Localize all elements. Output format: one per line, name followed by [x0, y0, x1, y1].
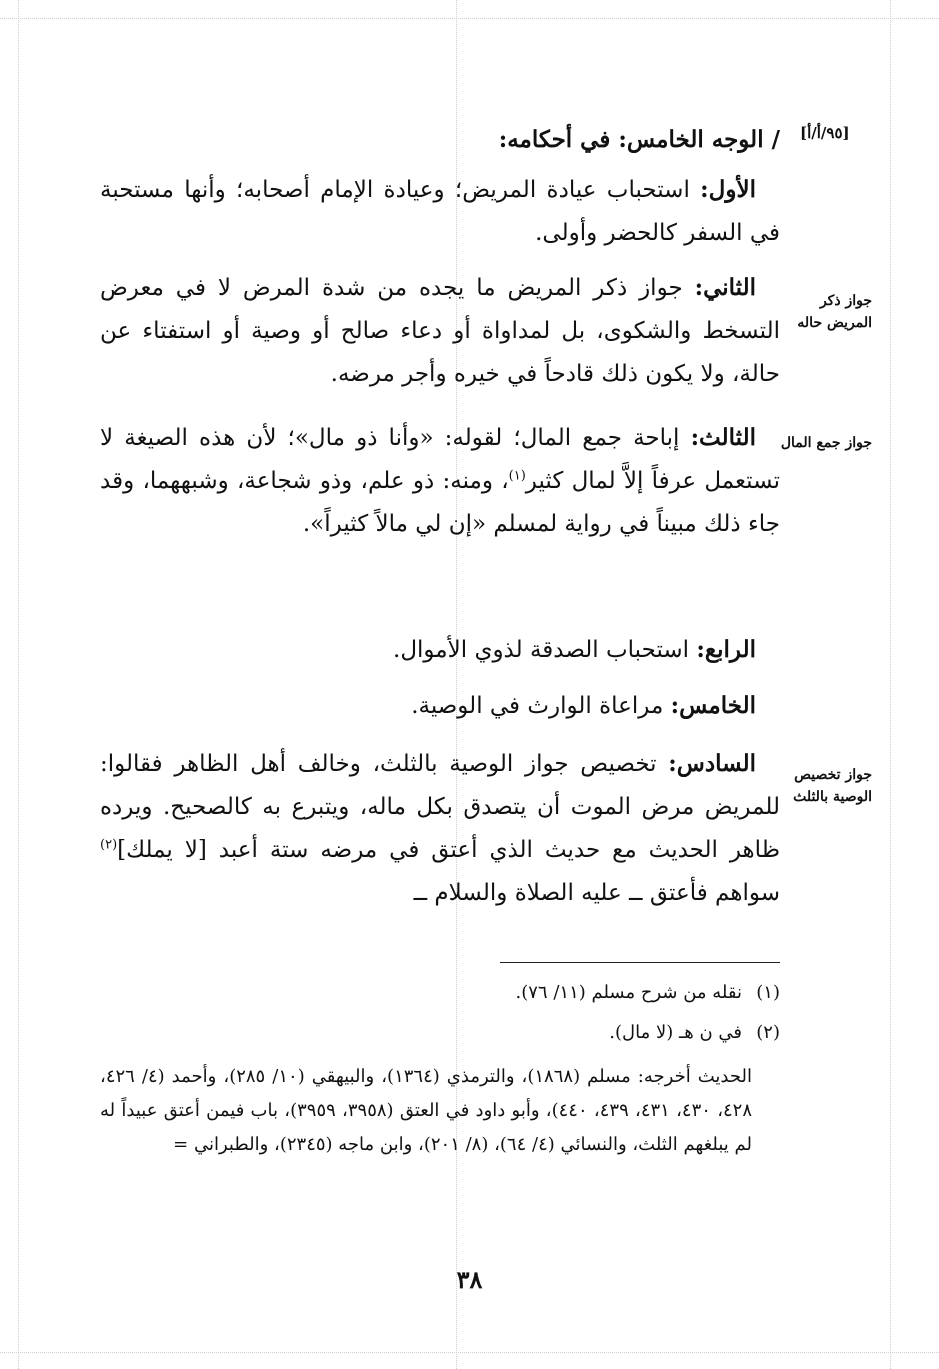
page-number: ٣٨: [456, 1265, 483, 1294]
section-first: [100, 168, 780, 255]
scan-guide: [890, 0, 891, 1369]
section-second: [100, 266, 780, 396]
footnote-marker: (١): [508, 468, 526, 484]
footnote-divider: [500, 962, 780, 963]
section-text: مراعاة الوارث في الوصية.: [411, 693, 671, 719]
section-sixth: [100, 742, 780, 915]
footnote: [100, 976, 780, 1010]
footnote-text: في ن هـ (لا مال).: [609, 1022, 742, 1043]
section-text: استحباب الصدقة لذوي الأموال.: [393, 637, 697, 663]
section-label: الرابع:: [696, 636, 756, 663]
section-text: إباحة جمع المال؛ لقوله: «وأنا ذو مال»؛ لأن هذه الصيغة لا تستعمل عرفاً إلاَّ لمال كثير: [100, 425, 781, 494]
section-text: جواز ذكر المريض ما يجده من شدة المرض لا في معرض التسخط والشكوى، بل لمداواة أو دعاء صالح أو وصية أو استفتاء عن حالة، ولا يكون ذلك قادحاً في خيره وأجر مرضه.: [100, 275, 780, 387]
section-third: [100, 416, 780, 546]
section-text: استحباب عيادة المريض؛ وعيادة الإمام أصحابه؛ وأنها مستحبة في السفر كالحضر وأولى.: [100, 177, 780, 246]
scan-guide: [0, 18, 939, 19]
section-label: الخامس:: [670, 692, 756, 719]
section-fourth: [100, 628, 780, 672]
section-label: السادس:: [668, 750, 756, 777]
section-heading: / الوجه الخامس: في أحكامه:: [498, 126, 780, 153]
footnote-text: الحديث أخرجه: مسلم (١٨٦٨)، والترمذي (١٣٦٤)، والبيهقي (١٠/ ٢٨٥)، وأحمد (٤/ ٤٢٦، ٤٢٨، ٤٣٠، ٤٣١، ٤٣٩، ٤٤٠)، وأبو داود في العتق (٣٩٥٨، ٣٩٥٩)، باب فيمن أعتق عبيداً له لم يبلغهم الثلث، والنسائي (٤/ ٦٤)، (٨/ ٢٠١)، وابن ماجه (٢٣٤٥)، والطبراني =: [100, 1066, 753, 1155]
footnote-text: نقله من شرح مسلم (١١/ ٧٦).: [515, 982, 742, 1003]
scan-guide: [0, 1352, 939, 1353]
manuscript-reference: [٩٥/أ/أ]: [800, 124, 850, 142]
section-text: ، ومنه: ذو علم، وذو شجاعة، وشبههما، وقد جاء ذلك مبيناً في رواية لمسلم «إن لي مالاً كثيراً».: [100, 468, 780, 537]
section-text: سواهم فأعتق ــ عليه الصلاة والسلام ــ: [413, 880, 780, 906]
footnote: [100, 1016, 780, 1050]
section-label: الثاني:: [694, 274, 756, 301]
footnote-number: (٢): [756, 1022, 780, 1043]
section-text: تخصيص جواز الوصية بالثلث، وخالف أهل الظاهر فقالوا: للمريض مرض الموت أن يتصدق بكل ماله، ويتبرع به كالصحيح. ويرده ظاهر الحديث مع حديث الذي أعتق في مرضه ستة أعبد [لا يملك]: [100, 751, 780, 863]
section-label: الأول:: [700, 176, 756, 203]
footnote-marker: (٢): [100, 837, 118, 853]
section-fifth: [100, 684, 780, 728]
scan-guide: [18, 0, 19, 1369]
margin-note: جواز ذكر المريض حاله: [797, 293, 872, 331]
footnote-continuation: [100, 1060, 780, 1162]
margin-note: جواز جمع المال: [780, 435, 872, 451]
footnote-number: (١): [756, 982, 780, 1003]
margin-note: جواز تخصيص الوصية بالثلث: [793, 767, 872, 805]
section-label: الثالث:: [690, 424, 756, 451]
